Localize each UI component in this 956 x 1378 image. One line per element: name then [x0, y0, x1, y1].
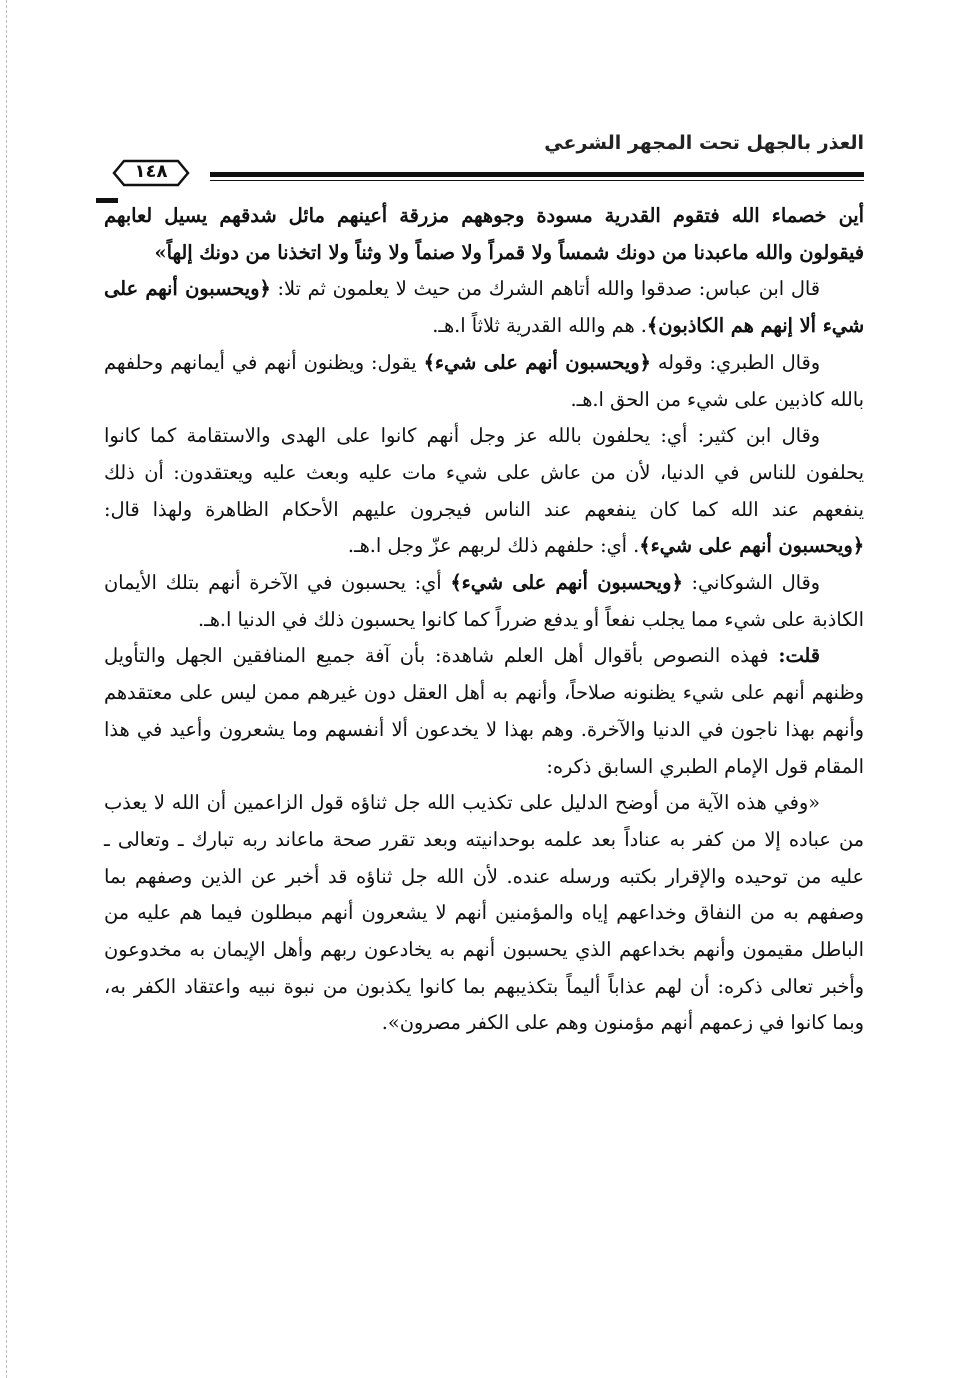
paragraph-5 — [104, 565, 864, 638]
page-number-badge — [112, 158, 190, 188]
header-rule-thick — [210, 172, 864, 177]
paragraph-4-quran-quote: ﴿ويحسبون أنهم على شيء﴾ — [639, 534, 864, 558]
page-body — [104, 198, 864, 1042]
paragraph-5-quran-quote: ﴿ويحسبون أنهم على شيء﴾ — [450, 571, 683, 595]
paragraph-3-text-a: وقال الطبري: وقوله — [650, 350, 820, 374]
paragraph-5-text-a: وقال الشوكاني: — [682, 571, 820, 595]
paragraph-3-text-b: يقول: ويظنون أنهم في أيمانهم وحلفهم بالله كاذبين على شيء من الحق ا.هـ. — [104, 350, 864, 411]
paragraph-6-label: قلت: — [778, 644, 820, 668]
paragraph-6-text: فهذه النصوص بأقوال أهل العلم شاهدة: بأن آفة جميع المنافقين الجهل والتأويل وظنهم أنهم على شيء يظنونه صلاحاً، وأنهم به أهل العقل دون غيرهم ممن ليس على معتقدهم وأنهم بهذا ناجون في الدنيا والآخرة. وهم بهذا لا يخدعون ألا أنفسهم وما يشعرون وأعيد في هذا المقام قول الإمام الطبري السابق ذكره: — [104, 644, 864, 778]
paragraph-2-text-a: قال ابن عباس: صدقوا والله أتاهم الشرك من حيث لا يعلمون ثم تلا: — [270, 277, 820, 301]
paragraph-1 — [104, 198, 864, 271]
page-number: ١٤٨ — [134, 161, 168, 182]
paragraph-4-text-b: . أي: حلفهم ذلك لربهم عزّ وجل ا.هـ. — [347, 534, 640, 558]
paragraph-4 — [104, 418, 864, 565]
paragraph-4-text-a: وقال ابن كثير: أي: يحلفون بالله عز وجل أنهم كانوا على الهدى والاستقامة كما كانوا يحلفون للناس في الدنيا، لأن من عاش على شيء مات عليه وبعث عليه ويعتقدون: أن ذلك ينفعهم عند الله كما كان ينفعهم عند الناس فيجرون عليهم الأحكام الظاهرة ولهذا قال: — [104, 424, 864, 521]
header-rule-thin — [210, 180, 864, 181]
paragraph-5-text-b: أي: يحسبون في الآخرة أنهم بتلك الأيمان الكاذبة على شيء مما يجلب نفعاً أو يدفع ضرراً كما كانوا يحسبون ذلك في الدنيا ا.هـ. — [104, 571, 864, 631]
header-title: العذر بالجهل تحت المجهر الشرعي — [544, 132, 864, 154]
paragraph-2 — [104, 271, 864, 344]
running-header — [102, 132, 864, 192]
page-edge-line — [6, 0, 7, 1378]
paragraph-1-text: أين خصماء الله فتقوم القدرية مسودة وجوههم مزرقة أعينهم مائل شدقهم يسيل لعابهم فيقولون والله ماعبدنا من دونك شمساً ولا قمراً ولا صنماً ولا وثناً ولا اتخذنا من دونك إلهاً» — [104, 204, 864, 264]
paragraph-3 — [104, 345, 864, 418]
paragraph-7-text: «وفي هذه الآية من أوضح الدليل على تكذيب الله جل ثناؤه قول الزاعمين أن الله لا يعذب من عباده إلا من كفر به عناداً بعد علمه بوحدانيته وبعد تقرر صحة ماعاند ربه تبارك ـ وتعالى ـ عليه من توحيده والإقرار بكتبه ورسله عنده. لأن الله جل ثناؤه قد أخبر عن الذين وصفهم بما وصفهم به من النفاق وخداعهم إياه والمؤمنين أنهم لا يشعرون أنهم مبطلون فيما هم عليه من الباطل مقيمون وأنهم بخداعهم الذي يحسبون أنهم به يخادعون ربهم وأهل الإيمان به مخدوعون وأخبر تعالى ذكره: أن لهم عذاباً أليماً بتكذيبهم بما كانوا يكذبون من نبوة نبيه واعتقاد الكفر به، وبما كانوا في زعمهم أنهم مؤمنون وهم على الكفر مصرون». — [104, 791, 864, 1035]
paragraph-7 — [104, 785, 864, 1042]
paragraph-3-quran-quote: ﴿ويحسبون أنهم على شيء﴾ — [423, 350, 651, 374]
paragraph-2-text-b: . هم والله القدرية ثلاثاً ا.هـ. — [432, 314, 647, 338]
paragraph-2-quran-quote: ﴿ويحسبون أنهم على شيء ألا إنهم هم الكاذبون﴾ — [104, 277, 864, 338]
paragraph-6 — [104, 638, 864, 785]
